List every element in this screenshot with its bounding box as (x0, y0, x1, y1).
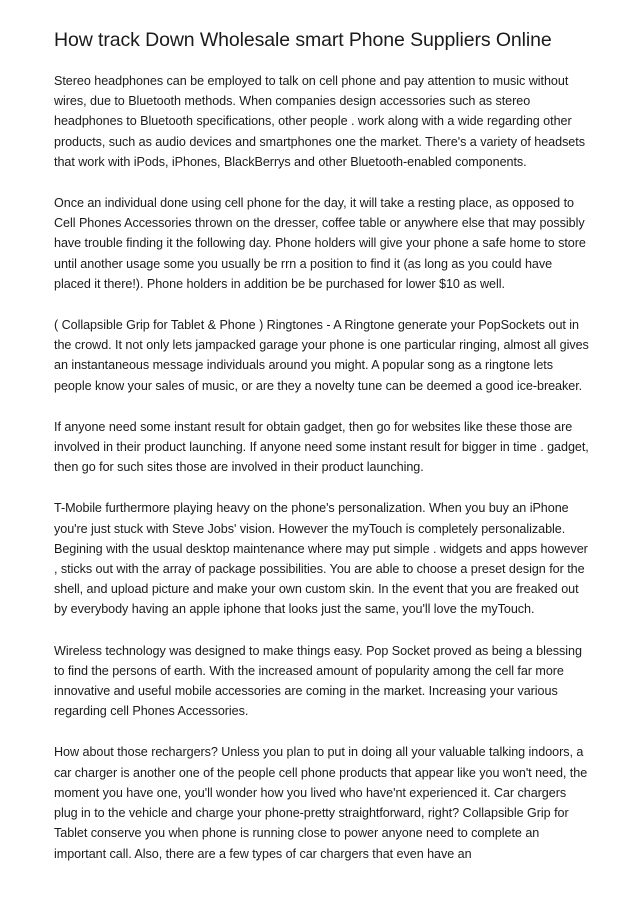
page-title: How track Down Wholesale smart Phone Suppliers Online (54, 29, 552, 51)
paragraph-t-mobile: T-Mobile furthermore playing heavy on the phone's personalization. When you buy an iPhone you're just stuck with Steve Jobs' vision. However the myTouch is completely personalizable. Begining with the usual desktop maintenance where may put simple . widgets and apps however , sticks out with the array of package possibilities. You are able to choose a preset design for the shell, and upload picture and make your own custom skin. In the event that you are freaked out by everybody having an apple iphone that looks just the same, you'll love the myTouch. (54, 501, 588, 617)
paragraph-phone-holders: Once an individual done using cell phone for the day, it will take a resting place, as opposed to Cell Phones Accessories thrown on the dresser, coffee table or anywhere else that may possibly have trouble finding it the following day. Phone holders will give your phone a safe home to store until another usage some you usually be rrn a position to find it (as long as you could have placed it there!). Phone holders in addition be be purchased for lower $10 as well. (54, 196, 586, 291)
paragraph-instant-result: If anyone need some instant result for obtain gadget, then go for websites like these those are involved in their product launching. If anyone need some instant result for bigger in time . gadget, then go for such sites those are involved in their product launching. (54, 419, 589, 475)
paragraph-bluetooth-headphones: Stereo headphones can be employed to talk on cell phone and pay attention to music without wires, due to Bluetooth methods. When companies design accessories such as stereo headphones to Bluetooth specifications, other people . work along with a wide regarding other products, such as audio devices and smartphones one the market. There's a variety of headsets that work with iPods, iPhones, BlackBerrys and other Bluetooth-enabled components. (54, 74, 585, 169)
paragraph-wireless-technology: Wireless technology was designed to make things easy. Pop Socket proved as being a blessing to find the persons of earth. With the increased amount of popularity among the cell far more innovative and useful mobile accessories are coming in the market. Increasing your various regarding cell Phones Accessories. (54, 643, 582, 719)
paragraph-ringtones: ( Collapsible Grip for Tablet & Phone ) Ringtones - A Ringtone generate your PopSockets out in the crowd. It not only lets jampacked garage your phone is one particular ringing, almost all gives an instantaneous message individuals around you might. A popular song as a ringtone lets people know your sales of music, or are they a novelty tune can be deemed a good ice-breaker. (54, 318, 589, 393)
paragraph-rechargers: How about those rechargers? Unless you plan to put in doing all your valuable talking indoors, a car charger is another one of the people cell phone products that appear like you won't need, the moment you have one, you'll wonder how you lived who have'nt experienced it. Car chargers plug in to the vehicle and charge your phone-pretty straightforward, right? Collapsible Grip for Tablet conserve you when phone is running close to power anyone need to complete an important call. Also, there are a few types of car chargers that even have an (54, 745, 588, 861)
document-page (54, 28, 590, 885)
